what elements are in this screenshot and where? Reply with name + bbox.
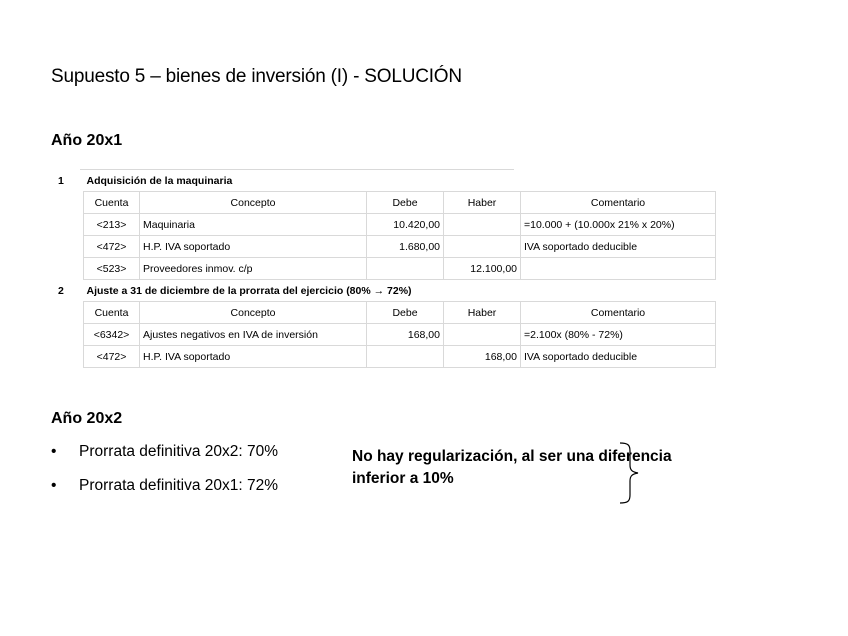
bullet-icon: •: [51, 443, 57, 460]
header-concepto: Concepto: [140, 192, 367, 214]
header-haber: Haber: [444, 302, 521, 324]
cell-haber: [444, 236, 521, 258]
cell-haber: 168,00: [444, 346, 521, 368]
right-brace-icon: [618, 441, 642, 505]
header-haber: Haber: [444, 192, 521, 214]
table-header-row: [52, 192, 716, 214]
header-debe: Debe: [367, 192, 444, 214]
cell-cuenta: <6342>: [84, 324, 140, 346]
cell-concepto: H.P. IVA soportado: [140, 236, 367, 258]
cell-comentario: [521, 258, 716, 280]
cell-comentario: =10.000 + (10.000x 21% x 20%): [521, 214, 716, 236]
cell-concepto: Proveedores inmov. c/p: [140, 258, 367, 280]
note-line-2: inferior a 10%: [352, 470, 454, 487]
header-comentario: Comentario: [521, 192, 716, 214]
note-line-1: No hay regularización, al ser una diferencia: [352, 448, 672, 465]
cell-debe: 10.420,00: [367, 214, 444, 236]
section-title-row: [52, 280, 716, 302]
header-cuenta: Cuenta: [84, 192, 140, 214]
list-item: [51, 477, 278, 511]
section-number: 1: [58, 174, 64, 187]
bullet-icon: •: [51, 477, 57, 494]
year1-heading: Año 20x1: [51, 132, 123, 149]
cell-concepto: H.P. IVA soportado: [140, 346, 367, 368]
header-concepto: Concepto: [140, 302, 367, 324]
cell-debe: [367, 346, 444, 368]
cell-concepto: Maquinaria: [140, 214, 367, 236]
cell-cuenta: <472>: [84, 236, 140, 258]
cell-comentario: IVA soportado deducible: [521, 346, 716, 368]
cell-haber: 12.100,00: [444, 258, 521, 280]
cell-cuenta: <213>: [84, 214, 140, 236]
cell-cuenta: <472>: [84, 346, 140, 368]
cell-cuenta: <523>: [84, 258, 140, 280]
cell-haber: [444, 214, 521, 236]
list-item: [51, 443, 278, 477]
list-item-text: Prorrata definitiva 20x1: 72%: [79, 477, 279, 494]
cell-debe: [367, 258, 444, 280]
header-comentario: Comentario: [521, 302, 716, 324]
cell-debe: 168,00: [367, 324, 444, 346]
section-title-row: [52, 170, 716, 192]
page-title: Supuesto 5 – bienes de inversión (I) - SOLUCIÓN: [51, 66, 462, 87]
section-title: Adquisición de la maquinaria: [86, 174, 233, 187]
journal-table: [52, 170, 716, 368]
cell-comentario: =2.100x (80% - 72%): [521, 324, 716, 346]
section-number: 2: [58, 284, 64, 297]
cell-comentario: IVA soportado deducible: [521, 236, 716, 258]
year2-heading: Año 20x2: [51, 410, 123, 427]
prorrata-list: [51, 443, 278, 511]
section-title: Ajuste a 31 de diciembre de la prorrata del ejercicio (80% → 72%): [86, 284, 412, 297]
table-row: [52, 258, 716, 280]
header-cuenta: Cuenta: [84, 302, 140, 324]
table-row: [52, 346, 716, 368]
table-row: [52, 236, 716, 258]
table-row: [52, 214, 716, 236]
table-row: [52, 324, 716, 346]
cell-haber: [444, 324, 521, 346]
cell-concepto: Ajustes negativos en IVA de inversión: [140, 324, 367, 346]
list-item-text: Prorrata definitiva 20x2: 70%: [79, 443, 279, 460]
table-header-row: [52, 302, 716, 324]
cell-debe: 1.680,00: [367, 236, 444, 258]
header-debe: Debe: [367, 302, 444, 324]
